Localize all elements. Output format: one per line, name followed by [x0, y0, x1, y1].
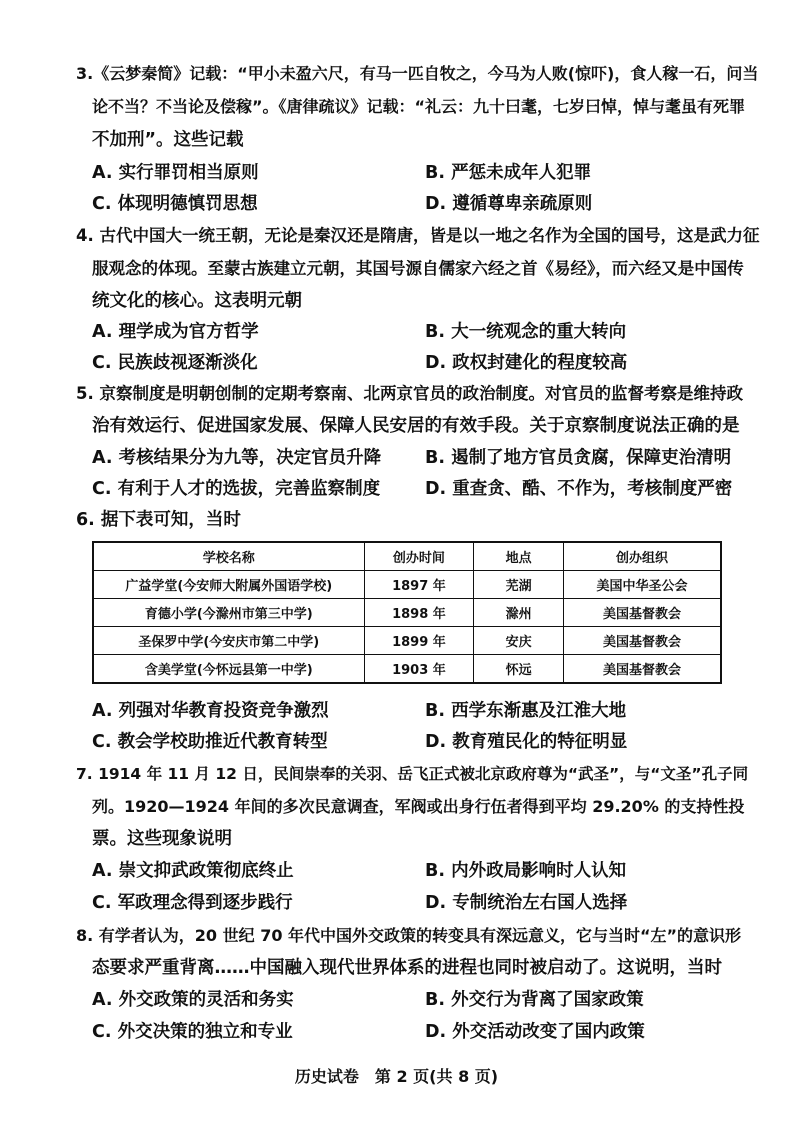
table-cell: 含美学堂(今怀远县第一中学): [93, 655, 364, 684]
table-cell: 育德小学(今滁州市第三中学): [93, 599, 364, 627]
table-row: [93, 571, 721, 599]
q7-option-b: B. 内外政局影响时人认知: [425, 861, 627, 881]
school-table: [92, 541, 722, 684]
q3-stem-line-2: 论不当？不当论及偿稼”。《唐律疏议》记载：“礼云：九十曰耄，七岁曰悼，悼与耄虽有死罪: [92, 97, 746, 116]
q7-option-c: C. 军政理念得到逐步践行: [92, 893, 293, 913]
q8-option-c: C. 外交决策的独立和专业: [92, 1022, 293, 1042]
q4-stem-line-1: 4. 古代中国大一统王朝，无论是秦汉还是隋唐，皆是以一地之名作为全国的国号，这是武力征: [76, 226, 760, 245]
table-cell: 美国基督教会: [564, 627, 722, 655]
q7-stem-line-2: 列。1920—1924 年间的多次民意调查，军阀或出身行伍者得到平均 29.20% 的支持性投: [92, 797, 745, 816]
q5-option-b: B. 遏制了地方官员贪腐，保障吏治清明: [425, 448, 732, 468]
q4-option-a: A. 理学成为官方哲学: [92, 322, 259, 342]
table-header-cell: 学校名称: [93, 542, 364, 571]
q3-stem-line-3: 不加刑”。这些记载: [92, 130, 244, 150]
q8-option-a: A. 外交政策的灵活和务实: [92, 990, 294, 1010]
q7-stem-line-3: 票。这些现象说明: [92, 829, 232, 849]
table-cell: 怀远: [474, 655, 564, 684]
table-cell: 美国基督教会: [564, 655, 722, 684]
table-header-cell: 地点: [474, 542, 564, 571]
q4-option-d: D. 政权封建化的程度较高: [425, 353, 628, 373]
table-row: [93, 627, 721, 655]
q4-option-b: B. 大一统观念的重大转向: [425, 322, 627, 342]
table-cell: 1898 年: [364, 599, 474, 627]
q3-option-d: D. 遵循尊卑亲疏原则: [425, 194, 593, 214]
table-cell: 1899 年: [364, 627, 474, 655]
q6-option-d: D. 教育殖民化的特征明显: [425, 732, 628, 752]
q5-option-a: A. 考核结果分为九等，决定官员升降: [92, 448, 382, 468]
table-cell: 美国中华圣公会: [564, 571, 722, 599]
table-cell: 芜湖: [474, 571, 564, 599]
q3-option-b: B. 严惩未成年人犯罪: [425, 163, 592, 183]
q6-option-a: A. 列强对华教育投资竞争激烈: [92, 701, 329, 721]
q5-stem-line-2: 治有效运行、促进国家发展、保障人民安居的有效手段。关于京察制度说法正确的是: [92, 416, 740, 436]
q5-stem-line-1: 5. 京察制度是明朝创制的定期考察南、北两京官员的政治制度。对官员的监督考察是维持政: [76, 384, 743, 403]
page-footer: 历史试卷 第 2 页(共 8 页): [294, 1067, 499, 1086]
table-header-cell: 创办组织: [564, 542, 722, 571]
q8-stem-line-2: 态要求严重背离……中国融入现代世界体系的进程也同时被启动了。这说明，当时: [92, 958, 722, 978]
q8-option-d: D. 外交活动改变了国内政策: [425, 1022, 645, 1042]
table-header-row: [93, 542, 721, 571]
q5-option-d: D. 重查贪、酷、不作为，考核制度严密: [425, 479, 733, 499]
q8-stem-line-1: 8. 有学者认为，20 世纪 70 年代中国外交政策的转变具有深远意义，它与当时“左”的意识形: [76, 926, 742, 945]
table-cell: 滁州: [474, 599, 564, 627]
q6-option-c: C. 教会学校助推近代教育转型: [92, 732, 328, 752]
table-cell: 圣保罗中学(今安庆市第二中学): [93, 627, 364, 655]
table-cell: 1903 年: [364, 655, 474, 684]
q7-stem-line-1: 7. 1914 年 11 月 12 日，民间崇奉的关羽、岳飞正式被北京政府尊为“武圣”，与“文圣”孔子同: [76, 765, 749, 783]
q3-option-c: C. 体现明德慎罚思想: [92, 194, 258, 214]
q4-stem-line-2: 服观念的体现。至蒙古族建立元朝，其国号源自儒家六经之首《易经》，而六经又是中国传: [92, 259, 744, 278]
q5-option-c: C. 有利于人才的选拔，完善监察制度: [92, 479, 381, 499]
table-header-cell: 创办时间: [364, 542, 474, 571]
table-cell: 广益学堂(今安师大附属外国语学校): [93, 571, 364, 599]
q8-option-b: B. 外交行为背离了国家政策: [425, 990, 644, 1010]
q7-option-a: A. 崇文抑武政策彻底终止: [92, 861, 294, 881]
table-cell: 安庆: [474, 627, 564, 655]
q7-option-d: D. 专制统治左右国人选择: [425, 893, 628, 913]
q4-stem-line-3: 统文化的核心。这表明元朝: [92, 291, 302, 311]
table-row: [93, 655, 721, 684]
table-cell: 美国基督教会: [564, 599, 722, 627]
q3-stem-line-1: 3.《云梦秦简》记载：“甲小未盈六尺，有马一匹自牧之，今马为人败(惊吓)，食人稼一石，问当: [76, 64, 759, 83]
table-cell: 1897 年: [364, 571, 474, 599]
q4-option-c: C. 民族歧视逐渐淡化: [92, 353, 258, 373]
q6-stem: 6. 据下表可知，当时: [76, 510, 241, 530]
table-row: [93, 599, 721, 627]
q3-option-a: A. 实行罪罚相当原则: [92, 163, 259, 183]
q6-option-b: B. 西学东渐惠及江淮大地: [425, 701, 627, 721]
